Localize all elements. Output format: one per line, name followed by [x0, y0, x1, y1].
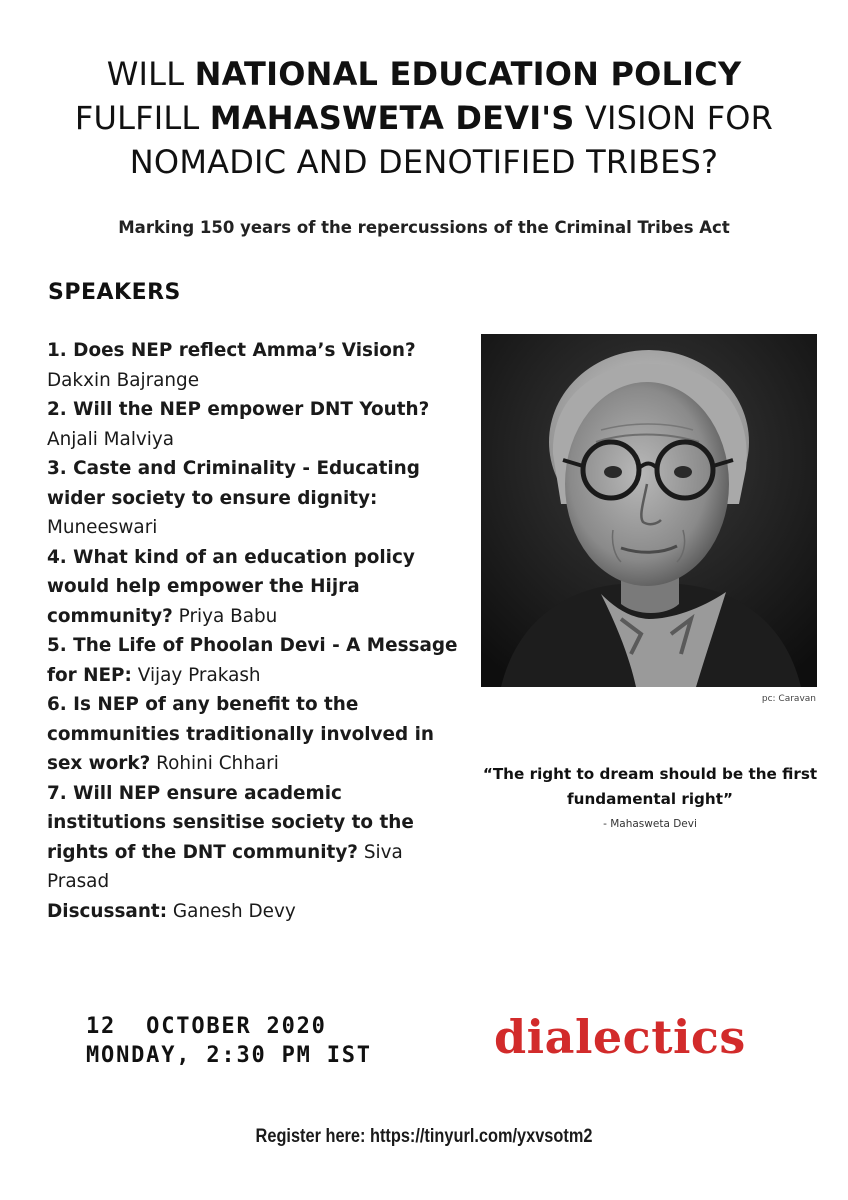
event-title — [0, 52, 848, 184]
speaker-name: Anjali Malviya — [47, 428, 175, 450]
title-line-3: NOMADIC AND DENOTIFIED TRIBES? — [129, 143, 719, 181]
talk-title: 1. Does NEP reflect Amma’s Vision? — [47, 340, 416, 361]
speaker-item — [47, 779, 467, 897]
speaker-item — [47, 543, 467, 632]
discussant-name: Ganesh Devy — [172, 900, 296, 922]
speaker-name: Vijay Prakash — [137, 664, 261, 686]
discussant — [47, 897, 467, 927]
quote-text: “The right to dream should be the first fundamental right” — [482, 765, 818, 808]
speaker-item — [47, 631, 467, 690]
speaker-name: Dakxin Bajrange — [47, 369, 200, 391]
talk-title: 4. What kind of an education policy would help empower the Hijra community? — [47, 546, 415, 627]
dialectics-logo: dialectics — [494, 1010, 746, 1064]
speaker-name: Rohini Chhari — [156, 753, 279, 774]
speaker-name: Siva Prasad — [47, 841, 403, 892]
photo-credit: pc: Caravan — [761, 694, 816, 704]
title-line-1 — [0, 52, 848, 96]
title-line-2 — [0, 96, 848, 140]
speaker-item — [47, 395, 467, 454]
quote-author: - Mahasweta Devi — [603, 818, 697, 830]
portrait-photo — [481, 334, 817, 687]
title-emphasis: MAHASWETA DEVI'S — [209, 99, 575, 137]
speaker-item — [47, 690, 467, 779]
event-datetime — [86, 1012, 372, 1070]
title-text: WILL — [106, 55, 195, 93]
talk-title: 7. Will NEP ensure academic institutions sensitise society to the rights of the DNT community? — [47, 782, 414, 863]
talk-title: 3. Caste and Criminality - Educating wider society to ensure dignity: — [47, 458, 420, 509]
speaker-name: Muneeswari — [47, 517, 158, 538]
title-text: FULFILL — [74, 99, 210, 137]
talk-title: 5. The Life of Phoolan Devi - A Message for NEP: — [47, 635, 458, 686]
title-text: VISION FOR — [574, 99, 774, 137]
talk-title: 2. Will the NEP empower DNT Youth? — [47, 399, 430, 420]
speaker-item — [47, 336, 467, 395]
speaker-name: Priya Babu — [178, 605, 278, 627]
speaker-item — [47, 454, 467, 543]
event-day-time: MONDAY, 2:30 PM IST — [86, 1043, 372, 1068]
speaker-list — [47, 336, 467, 926]
event-subtitle: Marking 150 years of the repercussions of the Criminal Tribes Act — [118, 218, 730, 237]
portrait-image — [481, 334, 817, 687]
discussant-label: Discussant: — [47, 900, 168, 922]
event-date: 12 OCTOBER 2020 — [86, 1014, 327, 1039]
speakers-heading: SPEAKERS — [48, 280, 181, 305]
title-emphasis: NATIONAL EDUCATION POLICY — [194, 55, 742, 93]
talk-title: 6. Is NEP of any benefit to the communities traditionally involved in sex work? — [47, 694, 434, 774]
register-link[interactable]: Register here: https://tinyurl.com/yxvsotm2 — [255, 1126, 593, 1147]
